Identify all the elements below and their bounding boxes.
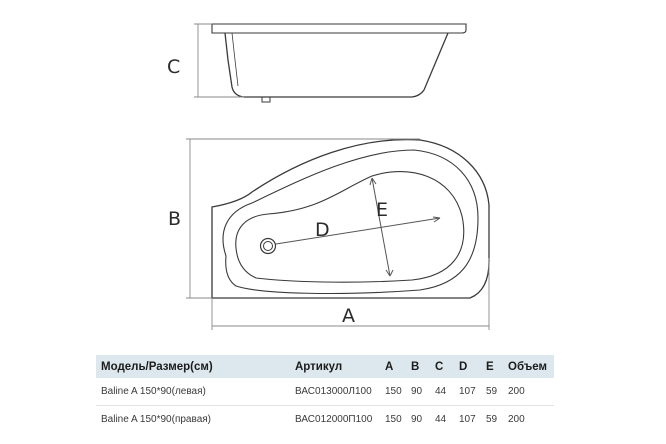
cell-d: 107 (454, 378, 481, 406)
cell-c: 44 (430, 378, 454, 406)
top-view-basin (236, 172, 464, 283)
cell-a: 150 (380, 378, 406, 406)
dim-c (194, 24, 244, 97)
label-c: C (167, 56, 181, 78)
header-a: A (380, 355, 406, 378)
cell-model: Baline A 150*90(левая) (96, 378, 290, 406)
top-view-drain (261, 239, 276, 254)
cell-volume: 200 (508, 414, 525, 425)
header-b: B (406, 355, 430, 378)
side-view-rim (212, 24, 466, 33)
cell-article: ВАС012000П100 (295, 414, 373, 425)
cell-d: 107 (459, 414, 476, 425)
header-volume: Объем (503, 355, 554, 378)
cell-e: 59 (481, 378, 503, 406)
top-view (212, 140, 489, 298)
cell-e: 59 (486, 414, 498, 425)
side-view-body (225, 33, 448, 97)
top-view-drain-inner (264, 242, 273, 251)
side-view-inner-edge (232, 33, 238, 86)
side-view (212, 24, 466, 102)
label-e: E (376, 199, 389, 221)
cell-c: 44 (435, 414, 447, 425)
table-header-row (96, 355, 554, 378)
label-b: B (168, 208, 182, 230)
label-d: D (315, 219, 330, 241)
cell-b: 90 (411, 414, 423, 425)
dim-d (276, 217, 440, 244)
cell-model: Baline A 150*90(правая) (101, 414, 211, 425)
header-d: D (454, 355, 481, 378)
table-row (96, 406, 554, 434)
top-view-outer (212, 140, 489, 298)
label-a: A (342, 305, 355, 327)
cell-b: 90 (406, 378, 430, 406)
header-c: C (430, 355, 454, 378)
header-article: Артикул (290, 355, 380, 378)
header-e: E (481, 355, 503, 378)
side-view-drain (262, 97, 270, 102)
cell-a: 150 (385, 414, 402, 425)
cell-article: ВАС013000Л100 (290, 378, 380, 406)
table-row (96, 378, 554, 406)
dim-e (370, 178, 393, 276)
header-model: Модель/Размер(см) (96, 355, 290, 378)
spec-table (96, 355, 554, 433)
cell-volume: 200 (503, 378, 554, 406)
